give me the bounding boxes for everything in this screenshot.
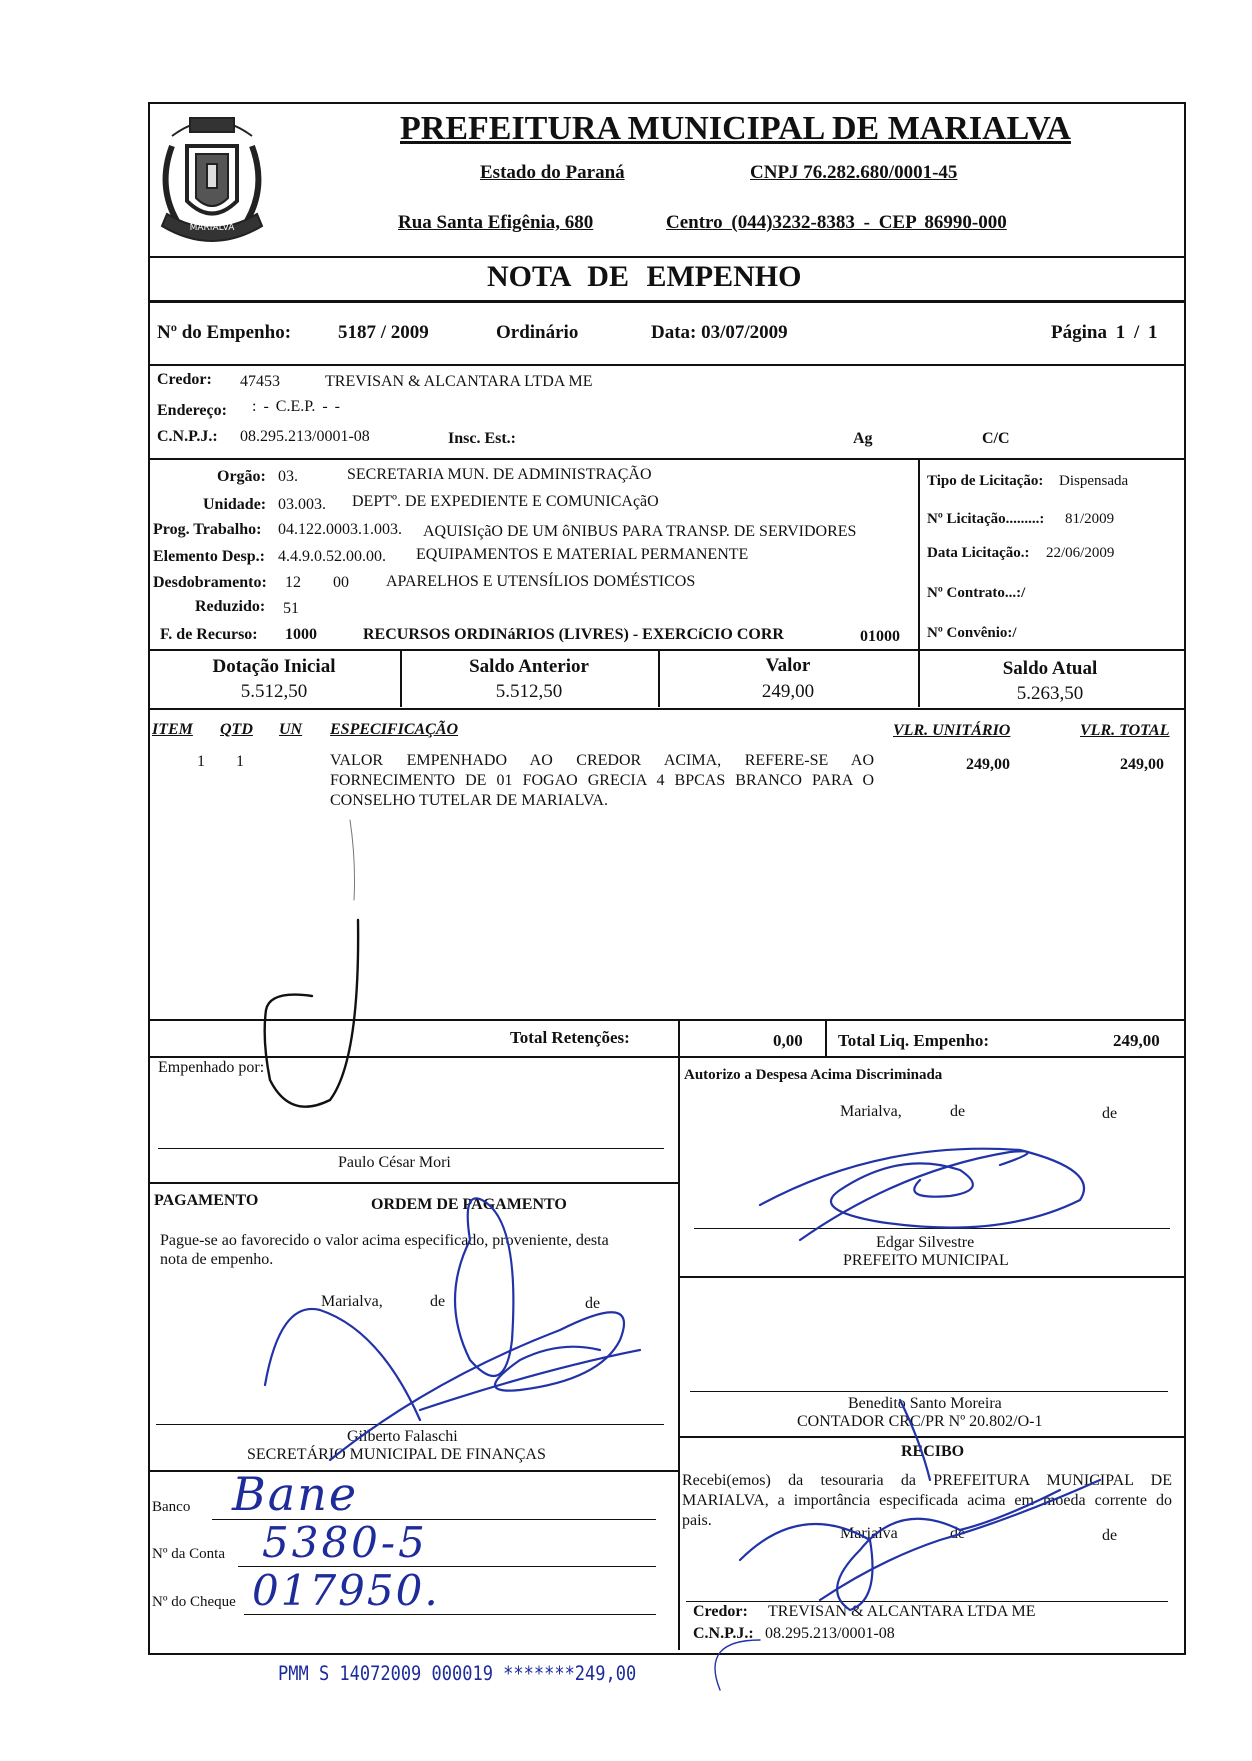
row-qtd: 1: [236, 753, 244, 770]
tipo-licitacao-label: Tipo de Licitação:: [927, 473, 1044, 489]
reduzido-value: 51: [283, 600, 299, 617]
contador-role: CONTADOR CRC/PR Nº 20.802/O-1: [797, 1413, 1043, 1430]
recurso-label: F. de Recurso:: [160, 626, 258, 643]
total-liq-value: 249,00: [1113, 1031, 1160, 1050]
row-spec-line-1: VALOR EMPENHADO AO CREDOR ACIMA, REFERE-SE AO: [330, 752, 874, 769]
pagamento-city: Marialva,: [321, 1293, 383, 1310]
total-retencoes-value: 0,00: [773, 1031, 803, 1050]
prefeito-role: PREFEITO MUNICIPAL: [843, 1252, 1009, 1269]
cnpj-value: 08.295.213/0001-08: [240, 428, 370, 445]
orgao-name: SECRETARIA MUN. DE ADMINISTRAÇÃO: [347, 466, 652, 483]
empenhado-name: Paulo César Mori: [338, 1154, 451, 1171]
recibo-cnpj-value: 08.295.213/0001-08: [765, 1625, 895, 1642]
saldo-anterior-label: Saldo Anterior: [469, 656, 589, 677]
saldo-atual-value: 5.263,50: [1016, 683, 1084, 704]
pagamento-text-1: Pague-se ao favorecido o valor acima especificado, proveniente, desta: [160, 1232, 609, 1249]
svg-text:MARIALVA: MARIALVA: [189, 223, 235, 233]
recibo-text-2: MARIALVA, a importância especificada acima em moeda corrente do: [682, 1492, 1172, 1509]
prog-label: Prog. Trabalho:: [153, 521, 262, 538]
recibo-text-1: Recebi(emos) da tesouraria da PREFEITURA MUNICIPAL DE: [682, 1472, 1172, 1489]
col-item-header: ITEM: [152, 721, 193, 738]
recibo-de-1: de: [950, 1525, 966, 1542]
col-total-header: VLR. TOTAL: [1080, 722, 1170, 739]
col-unit-header: VLR. UNITÁRIO: [893, 722, 1011, 739]
pagamento-de-2: de: [585, 1295, 601, 1312]
row-unit-value: 249,00: [966, 756, 1010, 773]
convenio-label: Nº Convênio:/: [927, 625, 1017, 641]
recurso-code2: 01000: [860, 628, 900, 645]
credor-label: Credor:: [157, 371, 212, 388]
autorizo-de-1: de: [950, 1103, 966, 1120]
insc-label: Insc. Est.:: [448, 430, 517, 447]
pagamento-label: PAGAMENTO: [154, 1192, 259, 1209]
desdobramento-label: Desdobramento:: [153, 574, 267, 591]
recibo-credor-label: Credor:: [693, 1603, 748, 1620]
row-spec-line-2: FORNECIMENTO DE 01 FOGAO GRECIA 4 BPCAS BRANCO PARA O: [330, 772, 874, 789]
num-licitacao-value: 81/2009: [1065, 511, 1115, 527]
autorizo-label: Autorizo a Despesa Acima Discriminada: [684, 1067, 943, 1083]
recurso-name: RECURSOS ORDINáRIOS (LIVRES) - EXERCíCIO CORR: [363, 626, 784, 643]
recibo-cnpj-label: C.N.P.J.:: [693, 1625, 754, 1642]
recibo-text-3: pais.: [682, 1512, 712, 1529]
unidade-label: Unidade:: [203, 496, 267, 513]
contrato-label: Nº Contrato...:/: [927, 585, 1026, 601]
unidade-code: 03.003.: [278, 496, 326, 513]
recibo-credor-value: TREVISAN & ALCANTARA LTDA ME: [768, 1603, 1036, 1620]
header-cnpj: CNPJ 76.282.680/0001-45: [750, 162, 958, 183]
row-spec-line-3: CONSELHO TUTELAR DE MARIALVA.: [330, 792, 608, 809]
elemento-label: Elemento Desp.:: [153, 548, 265, 565]
elemento-code: 4.4.9.0.52.00.00.: [278, 548, 386, 565]
autorizo-city: Marialva,: [840, 1103, 902, 1120]
prog-code: 04.122.0003.1.003.: [278, 521, 402, 538]
bank-stamp: PMM S 14072009 000019 *******249,00: [278, 1662, 637, 1686]
secretario-name: Gilberto Falaschi: [347, 1428, 458, 1445]
document-title: NOTA DE EMPENHO: [487, 260, 802, 293]
desdobramento-code1: 12: [285, 574, 301, 591]
row-item: 1: [197, 753, 205, 770]
dotacao-value: 5.512,50: [240, 681, 308, 702]
unidade-name: DEPTº. DE EXPEDIENTE E COMUNICAçãO: [352, 493, 659, 510]
row-total-value: 249,00: [1120, 756, 1164, 773]
header-state: Estado do Paraná: [480, 162, 625, 183]
address-value: : - C.E.P. - -: [252, 398, 340, 415]
num-licitacao-label: Nº Licitação.........:: [927, 511, 1045, 527]
reduzido-label: Reduzido:: [195, 598, 266, 615]
desdobramento-name: APARELHOS E UTENSÍLIOS DOMÉSTICOS: [386, 573, 696, 590]
col-spec-header: ESPECIFICAÇÃO: [330, 721, 459, 738]
empenho-label: Nº do Empenho:: [157, 322, 292, 343]
empenho-type: Ordinário: [496, 322, 579, 343]
ag-label: Ag: [853, 430, 873, 447]
header-title: PREFEITURA MUNICIPAL DE MARIALVA: [400, 110, 1071, 147]
cheque-value: 017950.: [252, 1566, 440, 1615]
data-licitacao-label: Data Licitação.:: [927, 545, 1030, 561]
cheque-label: Nº do Cheque: [152, 1594, 236, 1610]
autorizo-de-2: de: [1102, 1105, 1118, 1122]
header-district-phone-cep: Centro (044)3232-8383 - CEP 86990-000: [666, 212, 1007, 233]
valor-label: Valor: [765, 655, 811, 676]
contador-name: Benedito Santo Moreira: [848, 1395, 1002, 1412]
recibo-city: Marialva: [840, 1525, 898, 1542]
data-licitacao-value: 22/06/2009: [1046, 545, 1115, 561]
recibo-label: RECIBO: [901, 1443, 965, 1460]
credor-name: TREVISAN & ALCANTARA LTDA ME: [325, 373, 593, 390]
empenho-number: 5187 / 2009: [338, 322, 429, 343]
total-liq-label: Total Liq. Empenho:: [838, 1031, 989, 1050]
banco-label: Banco: [152, 1499, 191, 1515]
orgao-label: Orgão:: [217, 468, 266, 485]
col-un-header: UN: [279, 721, 303, 738]
prefeito-name: Edgar Silvestre: [876, 1234, 975, 1251]
banco-value: Bane: [232, 1467, 359, 1521]
pagamento-text-2: nota de empenho.: [160, 1251, 274, 1268]
empenho-date: Data: 03/07/2009: [651, 322, 788, 343]
conta-label: Nº da Conta: [152, 1546, 225, 1562]
conta-value: 5380-5: [262, 1518, 428, 1567]
address-label: Endereço:: [157, 402, 227, 419]
tipo-licitacao-value: Dispensada: [1059, 473, 1129, 489]
desdobramento-code2: 00: [333, 574, 349, 591]
municipal-seal: [152, 106, 272, 256]
total-retencoes-label: Total Retenções:: [510, 1028, 630, 1047]
header-address: Rua Santa Efigênia, 680: [398, 212, 594, 233]
orgao-code: 03.: [278, 468, 298, 485]
saldo-anterior-value: 5.512,50: [495, 681, 563, 702]
empenhado-label: Empenhado por:: [158, 1059, 265, 1076]
cnpj-label: C.N.P.J.:: [157, 428, 218, 445]
ordem-pagamento-label: ORDEM DE PAGAMENTO: [371, 1196, 567, 1213]
recurso-code: 1000: [285, 626, 317, 643]
cc-label: C/C: [982, 430, 1010, 447]
credor-code: 47453: [240, 373, 280, 390]
valor-value: 249,00: [761, 681, 815, 702]
prog-name: AQUISIçãO DE UM ôNIBUS PARA TRANSP. DE SERVIDORES: [423, 523, 857, 540]
elemento-name: EQUIPAMENTOS E MATERIAL PERMANENTE: [416, 546, 749, 563]
dotacao-label: Dotação Inicial: [212, 656, 336, 677]
col-qtd-header: QTD: [220, 721, 253, 738]
pagamento-de-1: de: [430, 1293, 446, 1310]
saldo-atual-label: Saldo Atual: [1002, 658, 1098, 679]
secretario-role: SECRETÁRIO MUNICIPAL DE FINANÇAS: [247, 1446, 546, 1463]
page-number: Página 1 / 1: [1051, 322, 1158, 343]
recibo-de-2: de: [1102, 1527, 1118, 1544]
